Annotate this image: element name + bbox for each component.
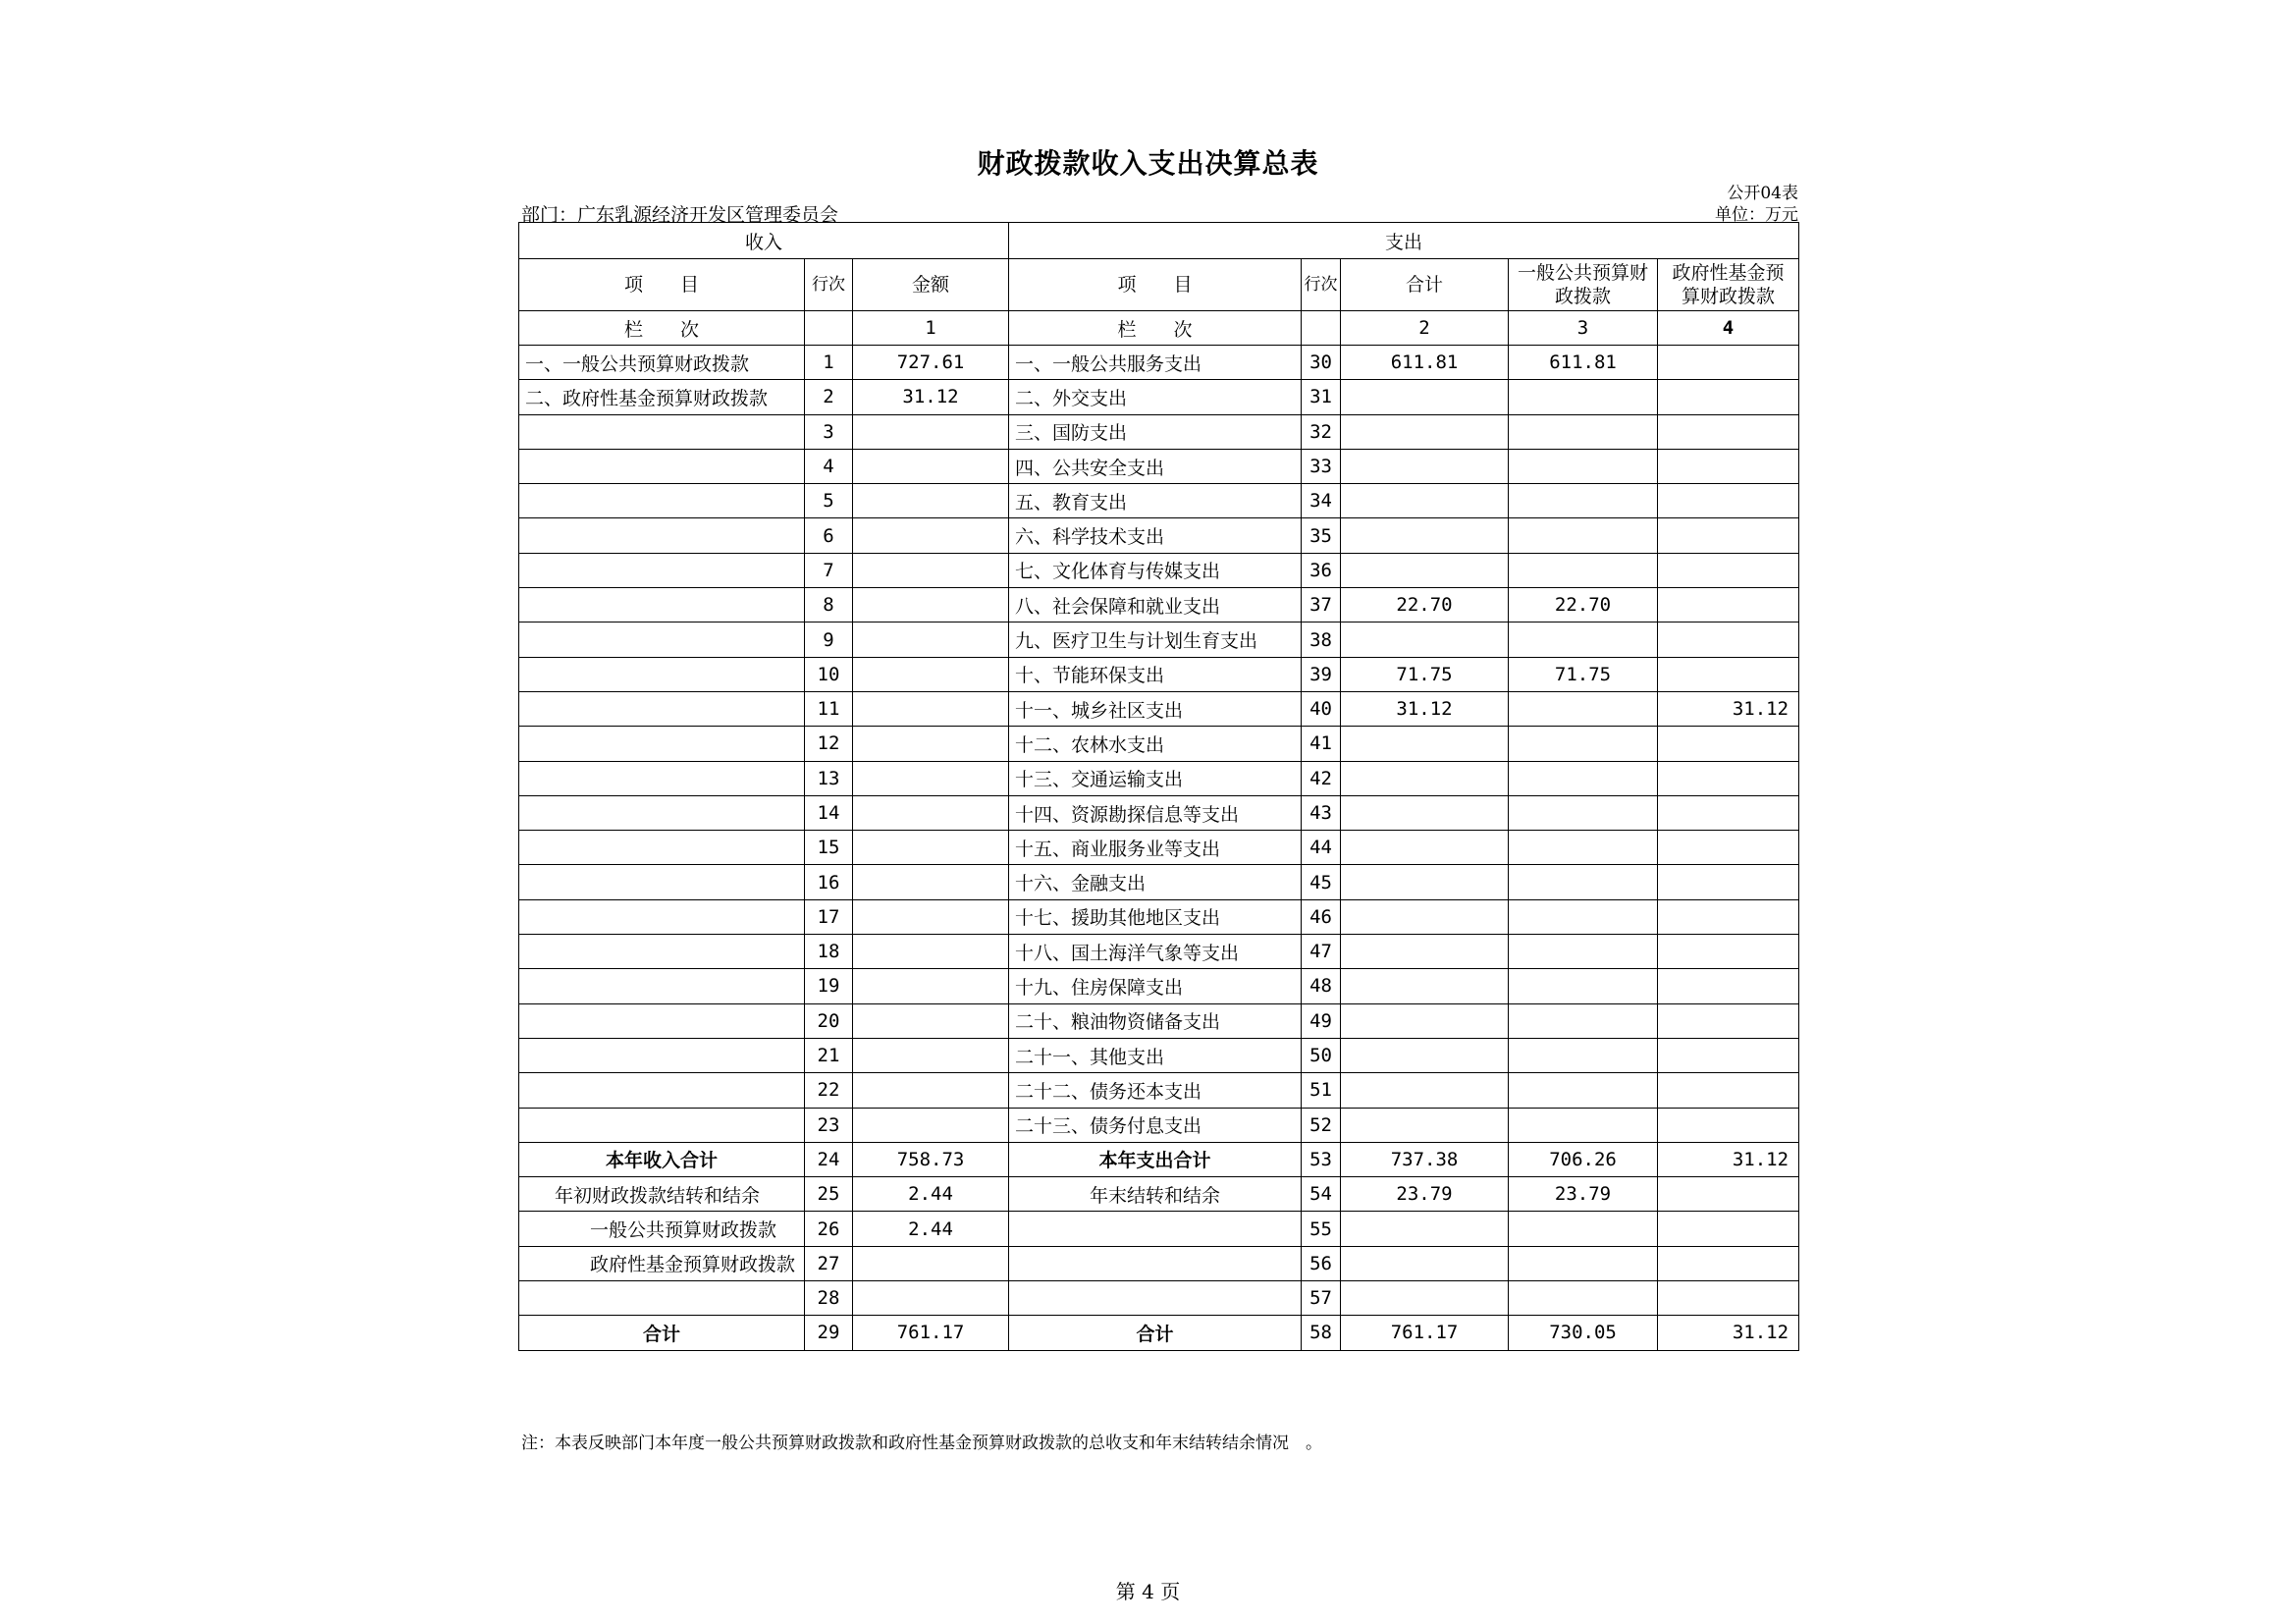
expense-rowno-cell: 36 bbox=[1302, 553, 1341, 587]
expense-rowno-cell: 47 bbox=[1302, 935, 1341, 969]
expense-general-budget-cell bbox=[1509, 484, 1658, 518]
expense-item-cell: 二十一、其他支出 bbox=[1009, 1038, 1302, 1072]
expense-general-budget-cell bbox=[1509, 1281, 1658, 1316]
expense-rowno-cell: 54 bbox=[1302, 1177, 1341, 1212]
expense-gov-fund-cell bbox=[1658, 1108, 1799, 1142]
expense-total-cell bbox=[1341, 969, 1509, 1003]
income-rowno-cell: 1 bbox=[805, 346, 853, 380]
expense-gov-fund-cell bbox=[1658, 831, 1799, 865]
expense-rowno-cell: 56 bbox=[1302, 1246, 1341, 1280]
income-rowno-cell: 14 bbox=[805, 795, 853, 830]
income-rowno-cell: 12 bbox=[805, 727, 853, 761]
expense-gov-fund-cell bbox=[1658, 553, 1799, 587]
expense-total-cell bbox=[1341, 380, 1509, 414]
expense-rowno-header: 行次 bbox=[1302, 259, 1341, 311]
income-item-cell bbox=[519, 691, 805, 726]
header-row-columns bbox=[519, 259, 1799, 311]
expense-item-cell: 二十、粮油物资储备支出 bbox=[1009, 1003, 1302, 1038]
expense-general-budget-cell bbox=[1509, 1246, 1658, 1280]
income-rowno-cell: 26 bbox=[805, 1212, 853, 1246]
expense-total-cell bbox=[1341, 935, 1509, 969]
expense-total-cell bbox=[1341, 449, 1509, 483]
income-item-cell bbox=[519, 657, 805, 691]
expense-gov-fund-cell bbox=[1658, 623, 1799, 657]
income-item-cell: 二、政府性基金预算财政拨款 bbox=[519, 380, 805, 414]
expense-general-budget-cell bbox=[1509, 1003, 1658, 1038]
column-number-1: 1 bbox=[853, 311, 1009, 346]
table-row bbox=[519, 1212, 1799, 1246]
expense-gov-fund-cell bbox=[1658, 1177, 1799, 1212]
expense-general-budget-cell: 22.70 bbox=[1509, 588, 1658, 623]
table-row bbox=[519, 1108, 1799, 1142]
expense-rowno-cell: 55 bbox=[1302, 1212, 1341, 1246]
header-row-column-numbers bbox=[519, 311, 1799, 346]
income-amount-cell: 761.17 bbox=[853, 1316, 1009, 1350]
table-row bbox=[519, 414, 1799, 449]
income-item-cell bbox=[519, 865, 805, 899]
expense-general-budget-cell: 706.26 bbox=[1509, 1142, 1658, 1176]
expense-rowno-cell: 40 bbox=[1302, 691, 1341, 726]
expense-total-cell bbox=[1341, 1108, 1509, 1142]
form-code: 公开04表 bbox=[1727, 184, 1798, 203]
expense-item-cell: 本年支出合计 bbox=[1009, 1142, 1302, 1176]
expense-item-cell: 九、医疗卫生与计划生育支出 bbox=[1009, 623, 1302, 657]
expense-rowno-cell: 37 bbox=[1302, 588, 1341, 623]
income-rowno-cell: 23 bbox=[805, 1108, 853, 1142]
expense-rowno-cell: 38 bbox=[1302, 623, 1341, 657]
expense-item-cell: 四、公共安全支出 bbox=[1009, 449, 1302, 483]
income-rowno-cell: 18 bbox=[805, 935, 853, 969]
table-row bbox=[519, 865, 1799, 899]
income-item-cell bbox=[519, 831, 805, 865]
table-row bbox=[519, 969, 1799, 1003]
income-column-label: 栏 次 bbox=[519, 311, 805, 346]
expense-general-budget-cell bbox=[1509, 449, 1658, 483]
expense-item-cell: 十六、金融支出 bbox=[1009, 865, 1302, 899]
expense-rowno-cell: 39 bbox=[1302, 657, 1341, 691]
income-item-cell bbox=[519, 1073, 805, 1108]
expense-gov-fund-cell bbox=[1658, 588, 1799, 623]
income-rowno-cell: 2 bbox=[805, 380, 853, 414]
expense-rowno-cell: 34 bbox=[1302, 484, 1341, 518]
income-amount-cell bbox=[853, 1038, 1009, 1072]
table-row bbox=[519, 518, 1799, 553]
expense-rowno-cell: 35 bbox=[1302, 518, 1341, 553]
expense-column-label: 栏 次 bbox=[1009, 311, 1302, 346]
income-item-cell: 一般公共预算财政拨款 bbox=[519, 1212, 805, 1246]
table-row bbox=[519, 935, 1799, 969]
expense-gov-fund-cell bbox=[1658, 935, 1799, 969]
page-title: 财政拨款收入支出决算总表 bbox=[977, 147, 1319, 180]
income-rowno-cell: 28 bbox=[805, 1281, 853, 1316]
income-amount-cell: 727.61 bbox=[853, 346, 1009, 380]
income-item-cell bbox=[519, 484, 805, 518]
expense-total-cell bbox=[1341, 727, 1509, 761]
expense-general-budget-cell bbox=[1509, 553, 1658, 587]
income-item-cell bbox=[519, 935, 805, 969]
expense-item-cell: 五、教育支出 bbox=[1009, 484, 1302, 518]
expense-gov-fund-cell bbox=[1658, 795, 1799, 830]
table-row bbox=[519, 1142, 1799, 1176]
expense-gov-fund-cell bbox=[1658, 1073, 1799, 1108]
expense-rowno-cell: 52 bbox=[1302, 1108, 1341, 1142]
income-item-cell bbox=[519, 414, 805, 449]
footnote: 注：本表反映部门本年度一般公共预算财政拨款和政府性基金预算财政拨款的总收支和年末结转结余情况 。 bbox=[521, 1434, 1322, 1453]
expense-item-cell: 年末结转和结余 bbox=[1009, 1177, 1302, 1212]
expense-column-blank bbox=[1302, 311, 1341, 346]
expense-item-cell: 六、科学技术支出 bbox=[1009, 518, 1302, 553]
income-rowno-cell: 16 bbox=[805, 865, 853, 899]
expense-item-cell: 十七、援助其他地区支出 bbox=[1009, 899, 1302, 934]
expense-rowno-cell: 46 bbox=[1302, 899, 1341, 934]
expense-rowno-cell: 30 bbox=[1302, 346, 1341, 380]
expense-total-cell bbox=[1341, 1212, 1509, 1246]
column-number-2: 2 bbox=[1341, 311, 1509, 346]
expense-item-cell: 十、节能环保支出 bbox=[1009, 657, 1302, 691]
expense-item-cell: 十三、交通运输支出 bbox=[1009, 761, 1302, 795]
expense-item-header: 项 目 bbox=[1009, 259, 1302, 311]
expense-gov-fund-cell bbox=[1658, 346, 1799, 380]
table-row bbox=[519, 380, 1799, 414]
expense-gov-fund-cell bbox=[1658, 380, 1799, 414]
income-header: 收入 bbox=[519, 223, 1009, 259]
expense-rowno-cell: 31 bbox=[1302, 380, 1341, 414]
expense-general-budget-cell bbox=[1509, 761, 1658, 795]
income-amount-cell: 2.44 bbox=[853, 1212, 1009, 1246]
expense-general-budget-cell bbox=[1509, 1108, 1658, 1142]
expense-rowno-cell: 50 bbox=[1302, 1038, 1341, 1072]
table-row bbox=[519, 657, 1799, 691]
expense-general-budget-cell: 730.05 bbox=[1509, 1316, 1658, 1350]
income-amount-cell bbox=[853, 553, 1009, 587]
expense-item-cell: 十五、商业服务业等支出 bbox=[1009, 831, 1302, 865]
expense-general-budget-cell bbox=[1509, 1038, 1658, 1072]
income-rowno-cell: 3 bbox=[805, 414, 853, 449]
expense-item-cell: 二、外交支出 bbox=[1009, 380, 1302, 414]
header-row-sections bbox=[519, 223, 1799, 259]
income-item-cell bbox=[519, 518, 805, 553]
income-rowno-cell: 17 bbox=[805, 899, 853, 934]
expense-gov-fund-cell: 31.12 bbox=[1658, 1316, 1799, 1350]
income-rowno-cell: 25 bbox=[805, 1177, 853, 1212]
expense-rowno-cell: 42 bbox=[1302, 761, 1341, 795]
income-item-cell: 本年收入合计 bbox=[519, 1142, 805, 1176]
income-rowno-cell: 9 bbox=[805, 623, 853, 657]
expense-gov-fund-cell bbox=[1658, 449, 1799, 483]
expense-item-cell: 十一、城乡社区支出 bbox=[1009, 691, 1302, 726]
expense-gov-fund-cell bbox=[1658, 727, 1799, 761]
income-item-cell bbox=[519, 588, 805, 623]
income-rowno-cell: 4 bbox=[805, 449, 853, 483]
table-row bbox=[519, 1246, 1799, 1280]
income-column-blank bbox=[805, 311, 853, 346]
expense-total-cell: 737.38 bbox=[1341, 1142, 1509, 1176]
expense-total-cell bbox=[1341, 414, 1509, 449]
expense-total-cell: 31.12 bbox=[1341, 691, 1509, 726]
expense-item-cell: 二十三、债务付息支出 bbox=[1009, 1108, 1302, 1142]
table-row bbox=[519, 449, 1799, 483]
income-amount-cell bbox=[853, 518, 1009, 553]
expense-general-budget-cell bbox=[1509, 414, 1658, 449]
table-row bbox=[519, 899, 1799, 934]
income-item-cell bbox=[519, 969, 805, 1003]
income-item-cell: 一、一般公共预算财政拨款 bbox=[519, 346, 805, 380]
expense-item-cell: 十二、农林水支出 bbox=[1009, 727, 1302, 761]
income-amount-cell bbox=[853, 657, 1009, 691]
expense-total-cell bbox=[1341, 831, 1509, 865]
expense-general-budget-cell: 611.81 bbox=[1509, 346, 1658, 380]
budget-table bbox=[518, 222, 1799, 1351]
income-item-cell bbox=[519, 727, 805, 761]
general-budget-header: 一般公共预算财政拨款 bbox=[1509, 259, 1658, 311]
expense-total-cell bbox=[1341, 623, 1509, 657]
expense-gov-fund-cell bbox=[1658, 484, 1799, 518]
income-item-cell bbox=[519, 1038, 805, 1072]
amount-header: 金额 bbox=[853, 259, 1009, 311]
table-row bbox=[519, 1316, 1799, 1350]
table-row bbox=[519, 691, 1799, 726]
income-amount-cell bbox=[853, 414, 1009, 449]
table-row bbox=[519, 588, 1799, 623]
expense-item-cell bbox=[1009, 1246, 1302, 1280]
income-rowno-cell: 27 bbox=[805, 1246, 853, 1280]
expense-gov-fund-cell: 31.12 bbox=[1658, 691, 1799, 726]
expense-total-cell: 23.79 bbox=[1341, 1177, 1509, 1212]
table-row bbox=[519, 1177, 1799, 1212]
unit-label: 单位：万元 bbox=[1715, 205, 1798, 225]
income-item-cell bbox=[519, 1003, 805, 1038]
expense-total-cell: 22.70 bbox=[1341, 588, 1509, 623]
income-amount-cell: 31.12 bbox=[853, 380, 1009, 414]
income-item-cell: 合计 bbox=[519, 1316, 805, 1350]
expense-total-cell bbox=[1341, 518, 1509, 553]
income-rowno-cell: 5 bbox=[805, 484, 853, 518]
expense-gov-fund-cell bbox=[1658, 761, 1799, 795]
income-rowno-cell: 15 bbox=[805, 831, 853, 865]
income-amount-cell bbox=[853, 1246, 1009, 1280]
income-amount-cell bbox=[853, 623, 1009, 657]
table-row bbox=[519, 1073, 1799, 1108]
income-amount-cell bbox=[853, 1003, 1009, 1038]
income-item-cell: 年初财政拨款结转和结余 bbox=[519, 1177, 805, 1212]
expense-total-cell bbox=[1341, 484, 1509, 518]
expense-rowno-cell: 44 bbox=[1302, 831, 1341, 865]
column-number-3: 3 bbox=[1509, 311, 1658, 346]
expense-item-cell: 十九、住房保障支出 bbox=[1009, 969, 1302, 1003]
expense-rowno-cell: 41 bbox=[1302, 727, 1341, 761]
income-amount-cell bbox=[853, 899, 1009, 934]
expense-general-budget-cell bbox=[1509, 969, 1658, 1003]
expense-total-cell bbox=[1341, 1073, 1509, 1108]
income-item-cell bbox=[519, 1281, 805, 1316]
income-rowno-cell: 10 bbox=[805, 657, 853, 691]
expense-total-cell bbox=[1341, 1246, 1509, 1280]
income-amount-cell bbox=[853, 484, 1009, 518]
expense-rowno-cell: 33 bbox=[1302, 449, 1341, 483]
total-header: 合计 bbox=[1341, 259, 1509, 311]
table-row bbox=[519, 761, 1799, 795]
expense-rowno-cell: 43 bbox=[1302, 795, 1341, 830]
income-item-cell bbox=[519, 623, 805, 657]
income-amount-cell bbox=[853, 969, 1009, 1003]
income-amount-cell bbox=[853, 1073, 1009, 1108]
expense-gov-fund-cell bbox=[1658, 1003, 1799, 1038]
expense-gov-fund-cell bbox=[1658, 899, 1799, 934]
expense-gov-fund-cell bbox=[1658, 414, 1799, 449]
expense-total-cell bbox=[1341, 1003, 1509, 1038]
income-rowno-cell: 22 bbox=[805, 1073, 853, 1108]
table-row bbox=[519, 727, 1799, 761]
expense-total-cell bbox=[1341, 795, 1509, 830]
income-item-cell bbox=[519, 899, 805, 934]
page-number: 第 4 页 bbox=[1115, 1580, 1181, 1603]
expense-general-budget-cell bbox=[1509, 831, 1658, 865]
income-amount-cell bbox=[853, 1108, 1009, 1142]
expense-general-budget-cell bbox=[1509, 865, 1658, 899]
income-amount-cell bbox=[853, 761, 1009, 795]
income-rowno-cell: 24 bbox=[805, 1142, 853, 1176]
expense-total-cell: 611.81 bbox=[1341, 346, 1509, 380]
department-label: 部门：广东乳源经济开发区管理委员会 bbox=[521, 204, 839, 226]
income-amount-cell bbox=[853, 865, 1009, 899]
expense-general-budget-cell bbox=[1509, 623, 1658, 657]
income-amount-cell bbox=[853, 588, 1009, 623]
expense-total-cell bbox=[1341, 1281, 1509, 1316]
gov-fund-header: 政府性基金预算财政拨款 bbox=[1658, 259, 1799, 311]
expense-rowno-cell: 32 bbox=[1302, 414, 1341, 449]
expense-general-budget-cell: 23.79 bbox=[1509, 1177, 1658, 1212]
table-row bbox=[519, 1003, 1799, 1038]
expense-general-budget-cell bbox=[1509, 795, 1658, 830]
income-rowno-cell: 8 bbox=[805, 588, 853, 623]
income-amount-cell bbox=[853, 691, 1009, 726]
expense-gov-fund-cell bbox=[1658, 1281, 1799, 1316]
expense-general-budget-cell bbox=[1509, 518, 1658, 553]
expense-gov-fund-cell bbox=[1658, 1212, 1799, 1246]
expense-gov-fund-cell bbox=[1658, 969, 1799, 1003]
expense-rowno-cell: 51 bbox=[1302, 1073, 1341, 1108]
expense-item-cell: 三、国防支出 bbox=[1009, 414, 1302, 449]
expense-rowno-cell: 45 bbox=[1302, 865, 1341, 899]
income-amount-cell bbox=[853, 727, 1009, 761]
expense-general-budget-cell bbox=[1509, 380, 1658, 414]
table-row bbox=[519, 553, 1799, 587]
income-amount-cell bbox=[853, 1281, 1009, 1316]
expense-rowno-cell: 58 bbox=[1302, 1316, 1341, 1350]
income-item-header: 项 目 bbox=[519, 259, 805, 311]
expense-total-cell: 761.17 bbox=[1341, 1316, 1509, 1350]
expense-total-cell bbox=[1341, 553, 1509, 587]
income-item-cell bbox=[519, 795, 805, 830]
expense-gov-fund-cell bbox=[1658, 865, 1799, 899]
expense-gov-fund-cell bbox=[1658, 657, 1799, 691]
expense-total-cell bbox=[1341, 1038, 1509, 1072]
expense-item-cell bbox=[1009, 1212, 1302, 1246]
income-amount-cell: 2.44 bbox=[853, 1177, 1009, 1212]
income-rowno-cell: 7 bbox=[805, 553, 853, 587]
income-rowno-cell: 13 bbox=[805, 761, 853, 795]
income-amount-cell bbox=[853, 935, 1009, 969]
table-row bbox=[519, 795, 1799, 830]
expense-rowno-cell: 48 bbox=[1302, 969, 1341, 1003]
expense-general-budget-cell bbox=[1509, 935, 1658, 969]
income-rowno-cell: 21 bbox=[805, 1038, 853, 1072]
expense-total-cell bbox=[1341, 761, 1509, 795]
income-amount-cell bbox=[853, 831, 1009, 865]
income-item-cell bbox=[519, 553, 805, 587]
income-rowno-cell: 29 bbox=[805, 1316, 853, 1350]
table-row bbox=[519, 1281, 1799, 1316]
table-row bbox=[519, 623, 1799, 657]
expense-rowno-cell: 49 bbox=[1302, 1003, 1341, 1038]
income-amount-cell bbox=[853, 795, 1009, 830]
expense-item-cell: 十四、资源勘探信息等支出 bbox=[1009, 795, 1302, 830]
expense-gov-fund-cell bbox=[1658, 1246, 1799, 1280]
expense-general-budget-cell bbox=[1509, 727, 1658, 761]
income-item-cell bbox=[519, 761, 805, 795]
income-rowno-cell: 20 bbox=[805, 1003, 853, 1038]
expense-rowno-cell: 57 bbox=[1302, 1281, 1341, 1316]
table-row bbox=[519, 484, 1799, 518]
income-rowno-cell: 6 bbox=[805, 518, 853, 553]
table-row bbox=[519, 831, 1799, 865]
expense-rowno-cell: 53 bbox=[1302, 1142, 1341, 1176]
expense-total-cell bbox=[1341, 899, 1509, 934]
expense-general-budget-cell: 71.75 bbox=[1509, 657, 1658, 691]
expense-gov-fund-cell bbox=[1658, 1038, 1799, 1072]
income-amount-cell bbox=[853, 449, 1009, 483]
expense-item-cell: 二十二、债务还本支出 bbox=[1009, 1073, 1302, 1108]
expense-gov-fund-cell bbox=[1658, 518, 1799, 553]
income-rowno-cell: 19 bbox=[805, 969, 853, 1003]
expense-item-cell: 十八、国土海洋气象等支出 bbox=[1009, 935, 1302, 969]
income-rowno-cell: 11 bbox=[805, 691, 853, 726]
income-item-cell bbox=[519, 1108, 805, 1142]
expense-item-cell: 八、社会保障和就业支出 bbox=[1009, 588, 1302, 623]
table-row bbox=[519, 346, 1799, 380]
table-row bbox=[519, 1038, 1799, 1072]
expense-general-budget-cell bbox=[1509, 899, 1658, 934]
column-number-4: 4 bbox=[1658, 311, 1799, 346]
expense-general-budget-cell bbox=[1509, 691, 1658, 726]
income-amount-cell: 758.73 bbox=[853, 1142, 1009, 1176]
expense-total-cell bbox=[1341, 865, 1509, 899]
income-rowno-header: 行次 bbox=[805, 259, 853, 311]
expense-item-cell: 合计 bbox=[1009, 1316, 1302, 1350]
income-item-cell: 政府性基金预算财政拨款 bbox=[519, 1246, 805, 1280]
expense-item-cell: 七、文化体育与传媒支出 bbox=[1009, 553, 1302, 587]
expense-item-cell bbox=[1009, 1281, 1302, 1316]
expense-item-cell: 一、一般公共服务支出 bbox=[1009, 346, 1302, 380]
expense-header: 支出 bbox=[1009, 223, 1799, 259]
expense-general-budget-cell bbox=[1509, 1212, 1658, 1246]
income-item-cell bbox=[519, 449, 805, 483]
expense-general-budget-cell bbox=[1509, 1073, 1658, 1108]
expense-gov-fund-cell: 31.12 bbox=[1658, 1142, 1799, 1176]
expense-total-cell: 71.75 bbox=[1341, 657, 1509, 691]
